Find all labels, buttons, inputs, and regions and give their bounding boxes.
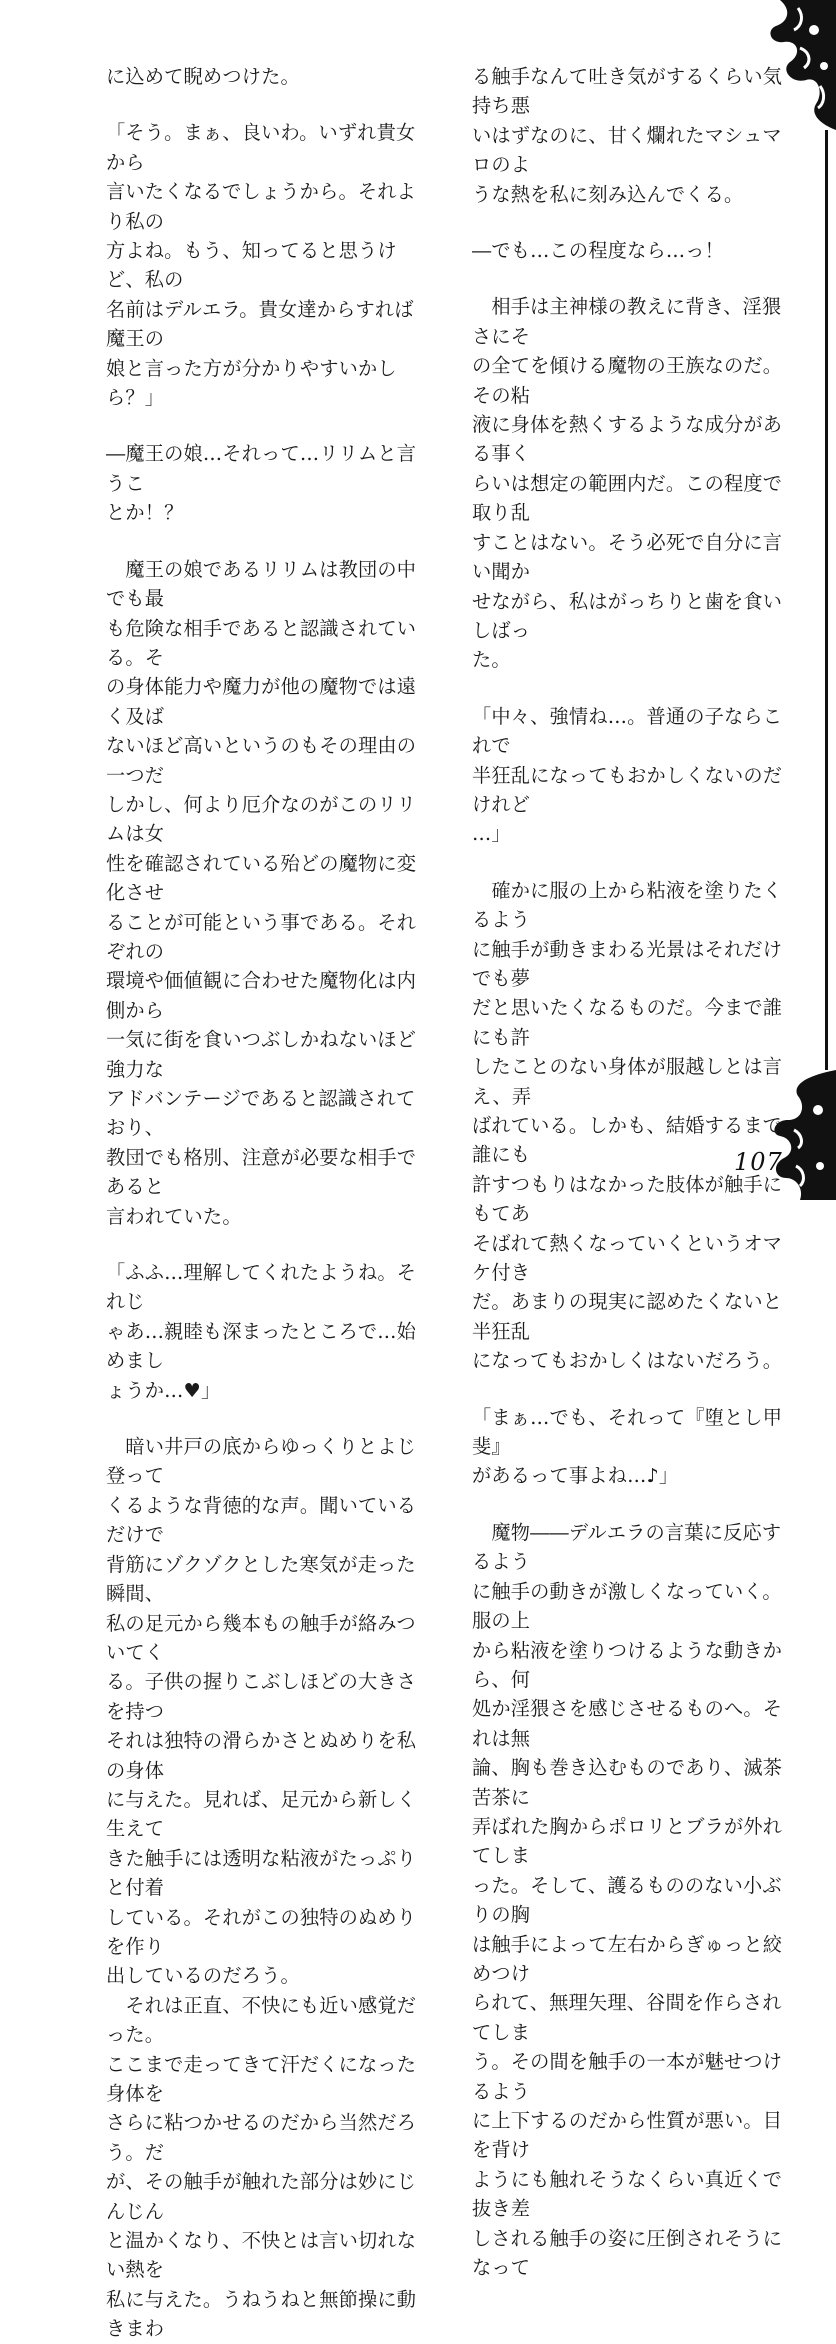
paragraph: 相手は主神様の教えに背き、淫猥さにそ の全てを傾ける魔物の王族なのだ。その粘 液に身体を熱くするような成分がある事く らいは想定の範囲内だ。この程度で取り乱 すことはない。そう必死で自分に言い聞か せながら、私はがっちりと歯を食いしばっ た。 — [472, 295, 783, 672]
paragraph: 「中々、強情ね…。普通の子ならこれで 半狂乱になってもおかしくないのだけれど …」 — [472, 704, 783, 846]
page-edge-border — [825, 130, 828, 1070]
paragraph: 魔王の娘であるリリムは教団の中でも最 も危険な相手であると認識されている。そ の身体能力や魔力が他の魔物では遠く及ば ないほど高いというのもその理由の一つだ しかし、何より厄介なのがこのリリムは女 性を確認されている殆どの魔物に変化させ ることが可能という事である。それぞれの 環境や価値観に合わせた魔物化は内側から 一気に街を食いつぶしかねないほど強力な アドバンテージであると認識されており、 教団でも格別、注意が必要な相手であると 言われていた。 — [106, 557, 417, 1228]
paragraph: 「そう。まぁ、良いわ。いずれ貴女から 言いたくなるでしょうから。それより私の 方よね。もう、知ってると思うけど、私の 名前はデルエラ。貴女達からすれば魔王の 娘と言った方が分かりやすいかしら？」 — [106, 121, 417, 410]
text-column-left — [106, 62, 426, 2344]
paragraph: ―でも…この程度なら…っ！ — [472, 239, 725, 263]
paragraph: それは正直、不快にも近い感覚だった。 ここまで走ってきて汗だくになった身体を さらに粘つかせるのだから当然だろう。だ が、その触手が触れた部分は妙にじんじん と温かくなり、不快とは言い切れない熱を 私に与えた。うねうねと無節操に動きまわ — [106, 1993, 417, 2341]
paragraph: 魔物――デルエラの言葉に反応するよう に触手の動きが激しくなっていく。服の上 から粘液を塗りつけるような動きから、何 処か淫猥さを感じさせるものへ。それは無 論、胸も巻き込むものであり、滅茶苦茶に 弄ばれた胸からポロリとブラが外れてしま った。そして、護るもののない小ぶりの胸 は触手によって左右からぎゅっと絞めつけ られて、無理矢理、谷間を作らされてしま う。その間を触手の一本が魅せつけるよう に上下するのだから性質が悪い。目を背け ようにも触れそうなくらい真近くで抜き差 しされる触手の姿に圧倒されそうになって — [472, 1520, 783, 2280]
paragraph: 暗い井戸の底からゆっくりとよじ登って くるような背徳的な声。聞いているだけで 背筋にゾクゾクとした寒気が走った瞬間、 私の足元から幾本もの触手が絡みついてく る。子供の握りこぶしほどの大きさを持つ それは独特の滑らかさとぬめりを私の身体 に与えた。見れば、足元から新しく生えて きた触手には透明な粘液がたっぷりと付着 している。それがこの独特のぬめりを作り 出しているのだろう。 — [106, 1435, 417, 1988]
paragraph: る触手なんて吐き気がするくらい気持ち悪 いはずなのに、甘く爛れたマシュマロのよ うな熱を私に刻み込んでくる。 — [472, 65, 783, 206]
paragraph: 「まぁ…でも、それって『堕とし甲斐』 があるって事よね…♪」 — [472, 1405, 783, 1488]
paragraph: 確かに服の上から粘液を塗りたくるよう に触手が動きまわる光景はそれだけでも夢 だと思いたくなるものだ。今まで誰にも許 したことのない身体が服越しとは言え、弄 ばれている。しかも、結婚するまで誰にも 許すつもりはなかった肢体が触手にもてあ そばれて熱くなっていくというオマケ付き だ。あまりの現実に認めたくないと半狂乱 になってもおかしくはないだろう。 — [472, 878, 783, 1373]
page-number: 107 — [734, 1148, 783, 1176]
paragraph: 「ふふ…理解してくれたようね。それじ ゃあ…親睦も深まったところで…始めまし ょうか…♥」 — [106, 1261, 417, 1402]
paragraph: に込めて睨めつけた。 — [106, 65, 300, 88]
paragraph: ―魔王の娘…それって…リリムと言うこ とか！？ — [106, 442, 417, 525]
